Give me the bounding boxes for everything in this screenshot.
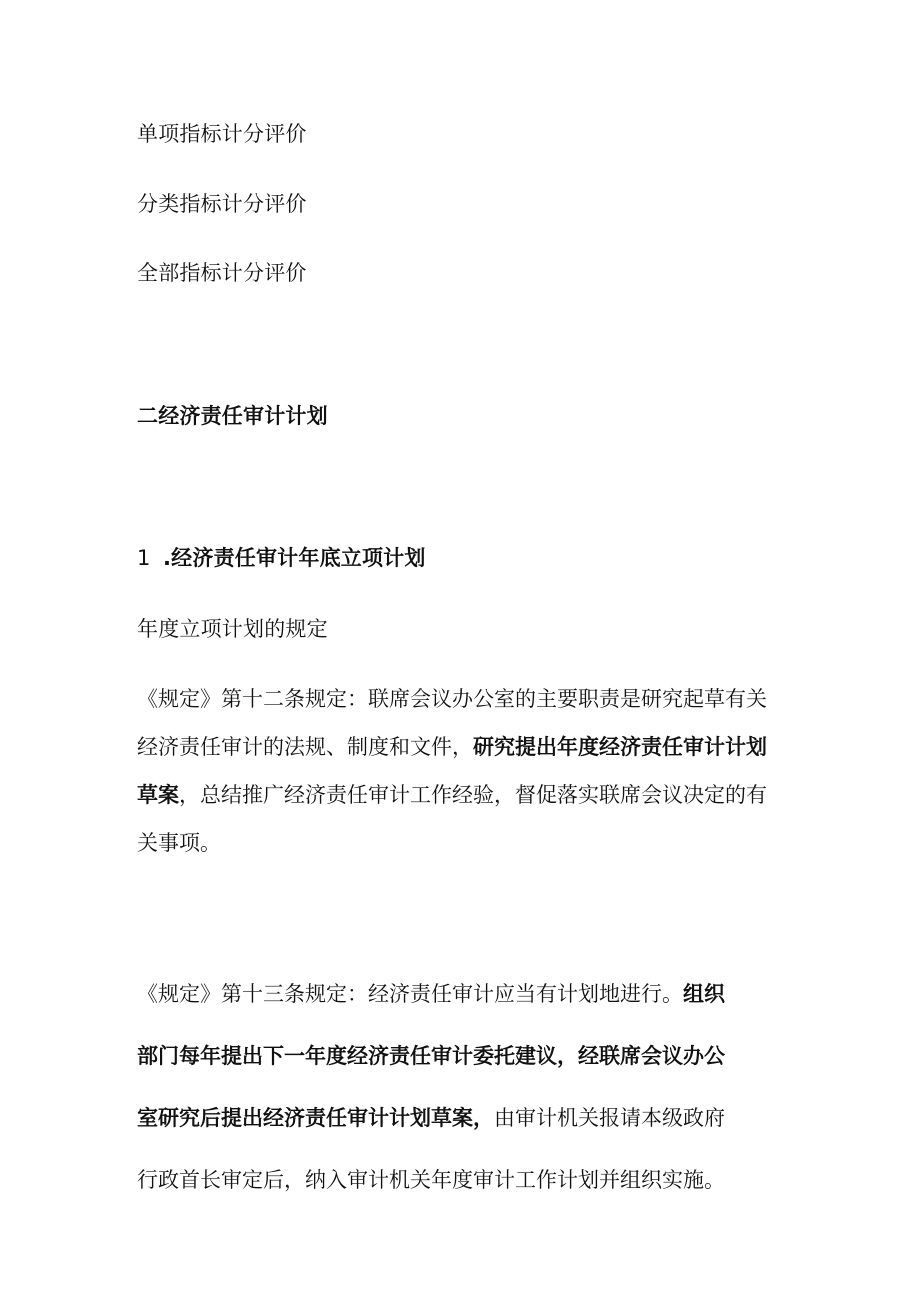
paragraph-line: 《规定》第十二条规定：联席会议办公室的主要职责是研究起草有关 — [137, 687, 767, 711]
text-emphasis: 草案 — [137, 783, 179, 807]
paragraph-line — [137, 963, 797, 1025]
paragraph-article-12 — [137, 675, 797, 867]
text-normal: 《规定》第十三条规定：经济责任审计应当有计划地进行。 — [137, 982, 683, 1006]
paragraph-line — [137, 1087, 797, 1149]
paragraph-line: 行政首长审定后，纳入审计机关年度审计工作计划并组织实施。 — [137, 1168, 725, 1192]
subtitle: 年度立项计划的规定 — [137, 617, 328, 641]
paragraph-line: 部门每年提出下一年度经济责任审计委托建议，经联席会议办公 — [137, 1044, 725, 1068]
paragraph-line — [137, 723, 797, 771]
text-emphasis: 研究提出年度经济责任审计计划 — [473, 735, 767, 759]
subsection-number: 1 — [137, 546, 151, 570]
section-heading: 二经济责任审计计划 — [137, 404, 328, 428]
text-normal: 由审计机关报请本级政府 — [494, 1106, 725, 1130]
paragraph-article-13 — [137, 963, 797, 1211]
text-normal: 经济责任审计的法规、制度和文件， — [137, 735, 473, 759]
text-emphasis: 组织 — [683, 982, 725, 1006]
paragraph-line: 关事项。 — [137, 831, 221, 855]
list-item-all-indicator: 全部指标计分评价 — [137, 261, 307, 285]
text-normal: ，总结推广经济责任审计工作经验，督促落实联席会议决定的有 — [179, 783, 767, 807]
list-item-category-indicator: 分类指标计分评价 — [137, 192, 307, 216]
subsection-title: .经济责任审计年底立项计划 — [163, 546, 426, 570]
list-item-single-indicator: 单项指标计分评价 — [137, 122, 307, 146]
paragraph-line — [137, 771, 797, 819]
text-emphasis: 室研究后提出经济责任审计计划草案， — [137, 1106, 494, 1130]
subsection-heading — [137, 548, 426, 569]
